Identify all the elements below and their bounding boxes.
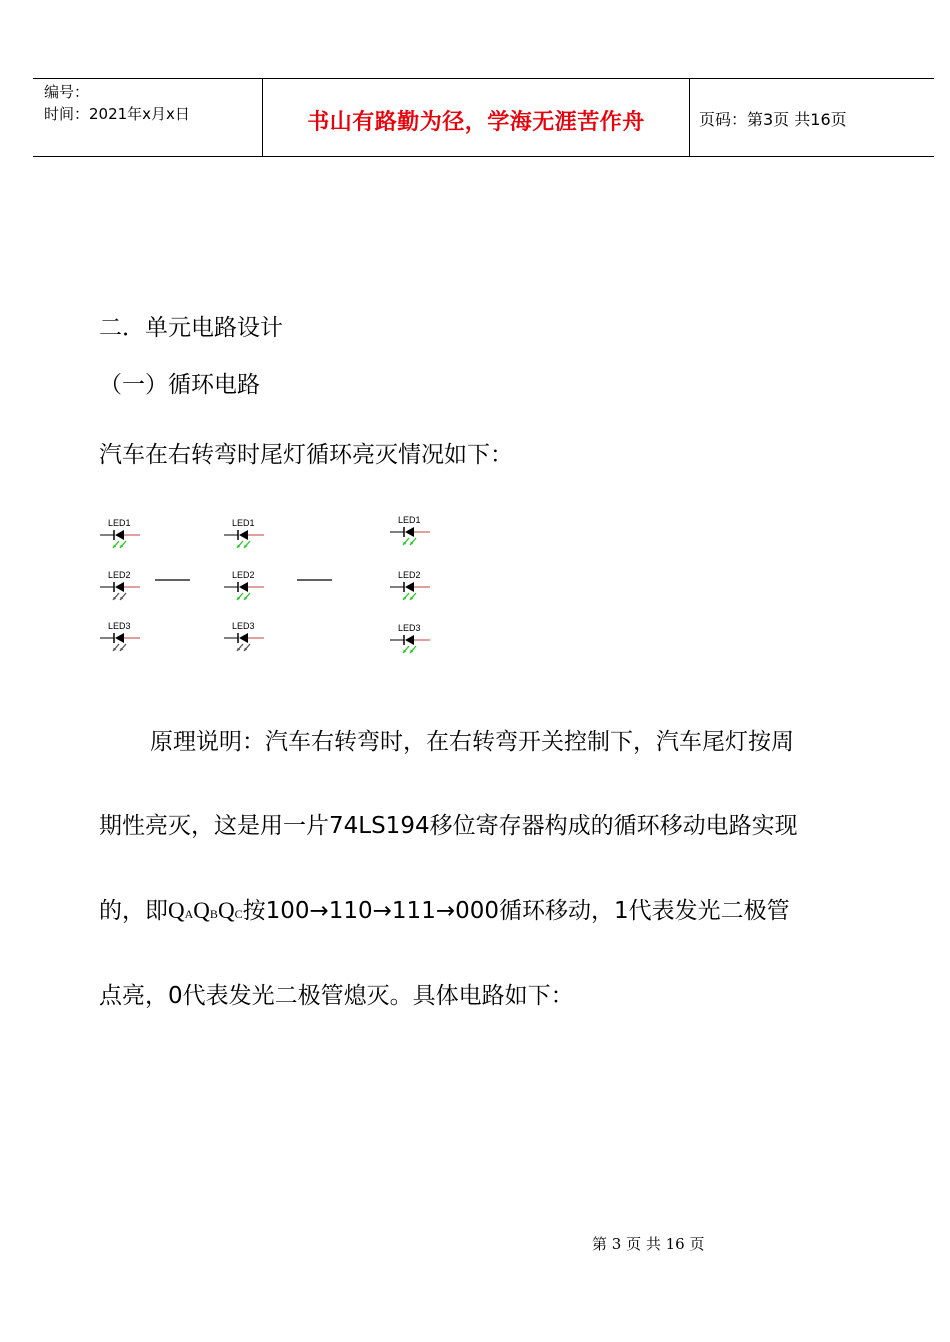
header-meta-cell — [33, 79, 262, 156]
paragraph-line-3 — [99, 897, 790, 928]
q-c: Q — [217, 898, 235, 923]
header-motto-cell — [262, 79, 690, 156]
led-g1-3-label: LED3 — [108, 621, 131, 631]
led-g2-3-diode-triangle — [239, 633, 248, 643]
led-g2-2-label: LED2 — [232, 570, 255, 580]
header-table — [33, 78, 934, 157]
sub-a: A — [184, 907, 194, 921]
led-g1-1-label: LED1 — [108, 518, 131, 528]
led-g1-2-label: LED2 — [108, 570, 131, 580]
subsection-title: （一）循环电路 — [99, 372, 260, 398]
line3-prefix: 的，即 — [99, 898, 168, 924]
led-diagram — [92, 505, 452, 675]
led-g1-2-diode-triangle — [115, 582, 124, 592]
led-g3-1-label: LED1 — [398, 515, 421, 525]
section-title: 二．单元电路设计 — [99, 315, 283, 341]
led-g2-1-diode-triangle — [239, 530, 248, 540]
led-g3-3-label: LED3 — [398, 623, 421, 633]
led-g2-1-label: LED1 — [232, 518, 255, 528]
paragraph-line-2: 期性亮灭，这是用一片74LS194移位寄存器构成的循环移动电路实现 — [99, 813, 798, 839]
q-b: Q — [193, 898, 210, 923]
led-g2-2-diode-triangle — [239, 582, 248, 592]
intro-text: 汽车在右转弯时尾灯循环亮灭情况如下： — [99, 442, 513, 468]
sub-b: B — [209, 907, 218, 921]
serial-label: 编号： — [44, 83, 90, 101]
paragraph-line-1: 原理说明：汽车右转弯时，在右转弯开关控制下，汽车尾灯按周 — [150, 729, 794, 755]
page-footer: 第 3 页 共 16 页 — [592, 1235, 705, 1253]
q-a: Q — [168, 898, 185, 923]
led-g3-2-label: LED2 — [398, 570, 421, 580]
time-label: 时间：2021年x月x日 — [44, 105, 190, 123]
motto: 书山有路勤为径，学海无涯苦作舟 — [307, 110, 645, 135]
paragraph-line-4: 点亮，0代表发光二极管熄灭。具体电路如下： — [99, 983, 574, 1009]
led-g3-3-diode-triangle — [405, 635, 414, 645]
led-g2-3-label: LED3 — [232, 621, 255, 631]
page-code: 页码：第3页 共16页 — [699, 110, 847, 129]
header-page-cell — [689, 79, 934, 156]
led-g3-1-diode-triangle — [405, 527, 414, 537]
led-cycle-figure — [92, 505, 452, 675]
led-g3-2-diode-triangle — [405, 582, 414, 592]
led-g1-3-diode-triangle — [115, 633, 124, 643]
line3-suffix: 按100→110→111→000循环移动，1代表发光二极管 — [242, 898, 790, 924]
led-g1-1-diode-triangle — [115, 530, 124, 540]
sub-c: C — [234, 907, 243, 921]
